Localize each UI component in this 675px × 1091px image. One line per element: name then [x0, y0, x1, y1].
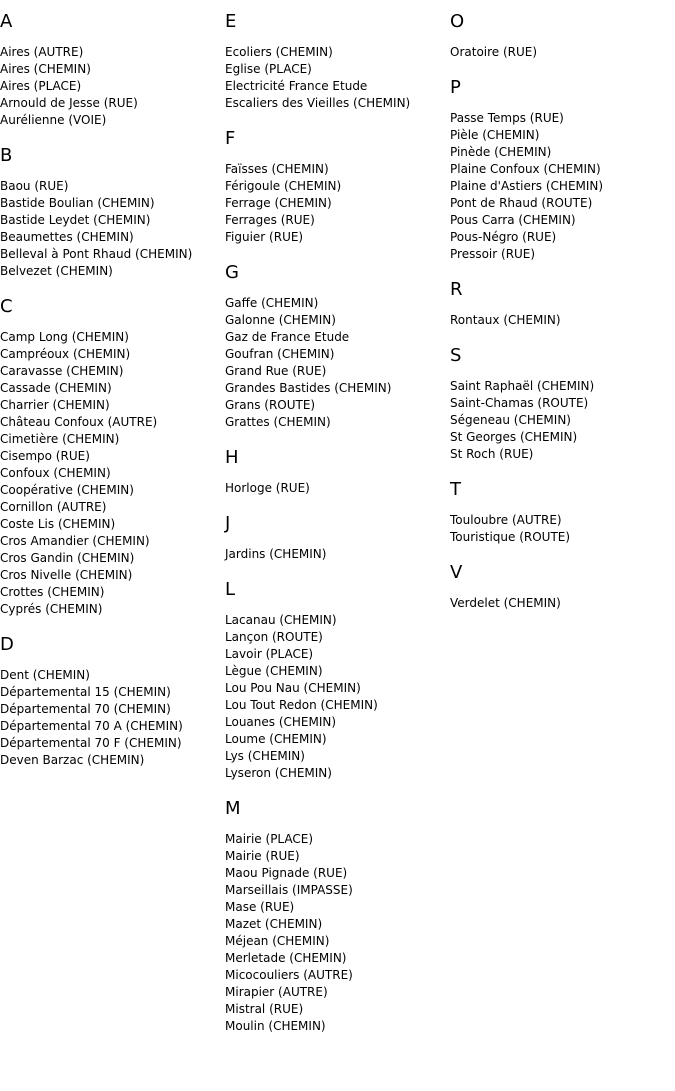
street-item: Pressoir (RUE) [450, 247, 536, 261]
index-column [225, 11, 450, 1051]
street-item: Electricité France Etude [225, 79, 368, 93]
letter-section [450, 345, 675, 463]
street-item: Mase (RUE) [225, 900, 295, 914]
street-item: Baou (RUE) [0, 179, 69, 193]
letter-section [450, 479, 675, 546]
street-item: Dent (CHEMIN) [0, 668, 90, 682]
street-item: Oratoire (RUE) [450, 45, 538, 59]
street-list [450, 110, 675, 263]
street-item: Aurélienne (VOIE) [0, 113, 107, 127]
street-item: Grans (ROUTE) [225, 398, 316, 412]
street-item: Lys (CHEMIN) [225, 749, 305, 763]
letter-section [225, 513, 450, 563]
street-item: Belleval à Pont Rhaud (CHEMIN) [0, 247, 193, 261]
street-item: Lou Pou Nau (CHEMIN) [225, 681, 361, 695]
street-list [0, 329, 225, 618]
street-item: Départemental 70 F (CHEMIN) [0, 736, 182, 750]
letter-section [225, 11, 450, 112]
section-letter-heading: B [0, 145, 13, 166]
street-list [0, 178, 225, 280]
street-item: Cyprés (CHEMIN) [0, 602, 103, 616]
street-list [225, 295, 450, 431]
street-item: Cros Amandier (CHEMIN) [0, 534, 150, 548]
street-item: Touristique (ROUTE) [450, 530, 571, 544]
letter-section [225, 128, 450, 246]
letter-section [225, 447, 450, 497]
street-item: Cassade (CHEMIN) [0, 381, 112, 395]
street-item: Départemental 70 A (CHEMIN) [0, 719, 183, 733]
section-letter-heading: D [0, 634, 14, 655]
street-item: Aires (CHEMIN) [0, 62, 91, 76]
street-list [450, 312, 675, 329]
street-item: Galonne (CHEMIN) [225, 313, 336, 327]
street-item: Cimetière (CHEMIN) [0, 432, 120, 446]
street-item: Belvezet (CHEMIN) [0, 264, 113, 278]
section-letter-heading: T [450, 479, 461, 500]
section-letter-heading: M [225, 798, 241, 819]
index-column [0, 11, 225, 785]
street-item: Lacanau (CHEMIN) [225, 613, 337, 627]
street-list [450, 44, 675, 61]
street-item: Aires (AUTRE) [0, 45, 84, 59]
street-list [225, 612, 450, 782]
street-item: Verdelet (CHEMIN) [450, 596, 561, 610]
street-list [450, 595, 675, 612]
street-list [225, 480, 450, 497]
street-item: Plaine Confoux (CHEMIN) [450, 162, 601, 176]
street-item: Ferrage (CHEMIN) [225, 196, 332, 210]
letter-section [225, 798, 450, 1035]
street-item: Caravasse (CHEMIN) [0, 364, 124, 378]
street-item: Mazet (CHEMIN) [225, 917, 323, 931]
street-list [0, 44, 225, 129]
section-letter-heading: P [450, 77, 461, 98]
street-item: Mairie (PLACE) [225, 832, 314, 846]
letter-section [225, 579, 450, 782]
street-item: Faïsses (CHEMIN) [225, 162, 329, 176]
section-letter-heading: E [225, 11, 237, 32]
street-item: Cros Nivelle (CHEMIN) [0, 568, 133, 582]
letter-section [0, 11, 225, 129]
street-item: Férigoule (CHEMIN) [225, 179, 342, 193]
street-item: Campréoux (CHEMIN) [0, 347, 131, 361]
street-item: Ségeneau (CHEMIN) [450, 413, 571, 427]
street-list [225, 546, 450, 563]
street-item: Goufran (CHEMIN) [225, 347, 335, 361]
street-item: Ferrages (RUE) [225, 213, 315, 227]
letter-section [450, 562, 675, 612]
street-item: Départemental 70 (CHEMIN) [0, 702, 171, 716]
street-item: Pous Carra (CHEMIN) [450, 213, 576, 227]
street-item: Camp Long (CHEMIN) [0, 330, 129, 344]
section-letter-heading: O [450, 11, 465, 32]
street-item: Jardins (CHEMIN) [225, 547, 327, 561]
street-item: Mairie (RUE) [225, 849, 300, 863]
street-item: Grandes Bastides (CHEMIN) [225, 381, 392, 395]
street-item: Micocouliers (AUTRE) [225, 968, 353, 982]
street-list [450, 512, 675, 546]
street-item: Lou Tout Redon (CHEMIN) [225, 698, 378, 712]
street-item: Pinède (CHEMIN) [450, 145, 552, 159]
street-item: Pont de Rhaud (ROUTE) [450, 196, 593, 210]
street-item: Lègue (CHEMIN) [225, 664, 323, 678]
street-list [225, 44, 450, 112]
street-item: Gaffe (CHEMIN) [225, 296, 319, 310]
section-letter-heading: S [450, 345, 462, 366]
street-list [225, 831, 450, 1035]
street-item: Figuier (RUE) [225, 230, 304, 244]
street-list [450, 378, 675, 463]
letter-section [225, 262, 450, 431]
street-item: Aires (PLACE) [0, 79, 82, 93]
letter-section [0, 145, 225, 280]
street-item: Lyseron (CHEMIN) [225, 766, 332, 780]
street-item: Marseillais (IMPASSE) [225, 883, 353, 897]
street-list [0, 667, 225, 769]
letter-section [450, 77, 675, 263]
street-item: Charrier (CHEMIN) [0, 398, 110, 412]
letter-section [0, 296, 225, 618]
section-letter-heading: R [450, 279, 463, 300]
street-item: Grand Rue (RUE) [225, 364, 327, 378]
street-item: Ecoliers (CHEMIN) [225, 45, 333, 59]
street-item: Moulin (CHEMIN) [225, 1019, 326, 1033]
section-letter-heading: J [225, 513, 231, 534]
street-item: Méjean (CHEMIN) [225, 934, 330, 948]
street-item: St Roch (RUE) [450, 447, 534, 461]
street-item: Grattes (CHEMIN) [225, 415, 331, 429]
street-item: Départemental 15 (CHEMIN) [0, 685, 171, 699]
street-item: Mirapier (AUTRE) [225, 985, 328, 999]
street-item: Louanes (CHEMIN) [225, 715, 337, 729]
street-item: Loume (CHEMIN) [225, 732, 327, 746]
section-letter-heading: H [225, 447, 239, 468]
street-item: Mistral (RUE) [225, 1002, 304, 1016]
section-letter-heading: C [0, 296, 13, 317]
street-item: Passe Temps (RUE) [450, 111, 564, 125]
street-item: Gaz de France Etude [225, 330, 350, 344]
street-item: St Georges (CHEMIN) [450, 430, 578, 444]
street-item: Maou Pignade (RUE) [225, 866, 348, 880]
street-item: Horloge (RUE) [225, 481, 310, 495]
street-item: Bastide Leydet (CHEMIN) [0, 213, 151, 227]
section-letter-heading: F [225, 128, 236, 149]
index-column [450, 11, 675, 628]
street-item: Saint Raphaël (CHEMIN) [450, 379, 595, 393]
street-item: Eglise (PLACE) [225, 62, 312, 76]
street-item: Lançon (ROUTE) [225, 630, 323, 644]
section-letter-heading: G [225, 262, 239, 283]
street-item: Coopérative (CHEMIN) [0, 483, 134, 497]
street-item: Coste Lis (CHEMIN) [0, 517, 116, 531]
street-item: Bastide Boulian (CHEMIN) [0, 196, 155, 210]
street-item: Deven Barzac (CHEMIN) [0, 753, 145, 767]
street-item: Pous-Négro (RUE) [450, 230, 557, 244]
street-item: Cornillon (AUTRE) [0, 500, 107, 514]
street-item: Saint-Chamas (ROUTE) [450, 396, 589, 410]
letter-section [0, 634, 225, 769]
letter-section [450, 11, 675, 61]
street-item: Rontaux (CHEMIN) [450, 313, 561, 327]
letter-section [450, 279, 675, 329]
section-letter-heading: A [0, 11, 13, 32]
street-item: Château Confoux (AUTRE) [0, 415, 158, 429]
street-item: Lavoir (PLACE) [225, 647, 314, 661]
street-item: Cros Gandin (CHEMIN) [0, 551, 135, 565]
street-item: Merletade (CHEMIN) [225, 951, 347, 965]
street-item: Arnould de Jesse (RUE) [0, 96, 138, 110]
street-item: Beaumettes (CHEMIN) [0, 230, 134, 244]
street-item: Confoux (CHEMIN) [0, 466, 111, 480]
street-item: Pièle (CHEMIN) [450, 128, 540, 142]
street-item: Plaine d'Astiers (CHEMIN) [450, 179, 604, 193]
street-item: Escaliers des Vieilles (CHEMIN) [225, 96, 411, 110]
section-letter-heading: L [225, 579, 236, 600]
street-item: Touloubre (AUTRE) [450, 513, 562, 527]
street-item: Cisempo (RUE) [0, 449, 90, 463]
street-list [225, 161, 450, 246]
street-item: Crottes (CHEMIN) [0, 585, 105, 599]
section-letter-heading: V [450, 562, 463, 583]
